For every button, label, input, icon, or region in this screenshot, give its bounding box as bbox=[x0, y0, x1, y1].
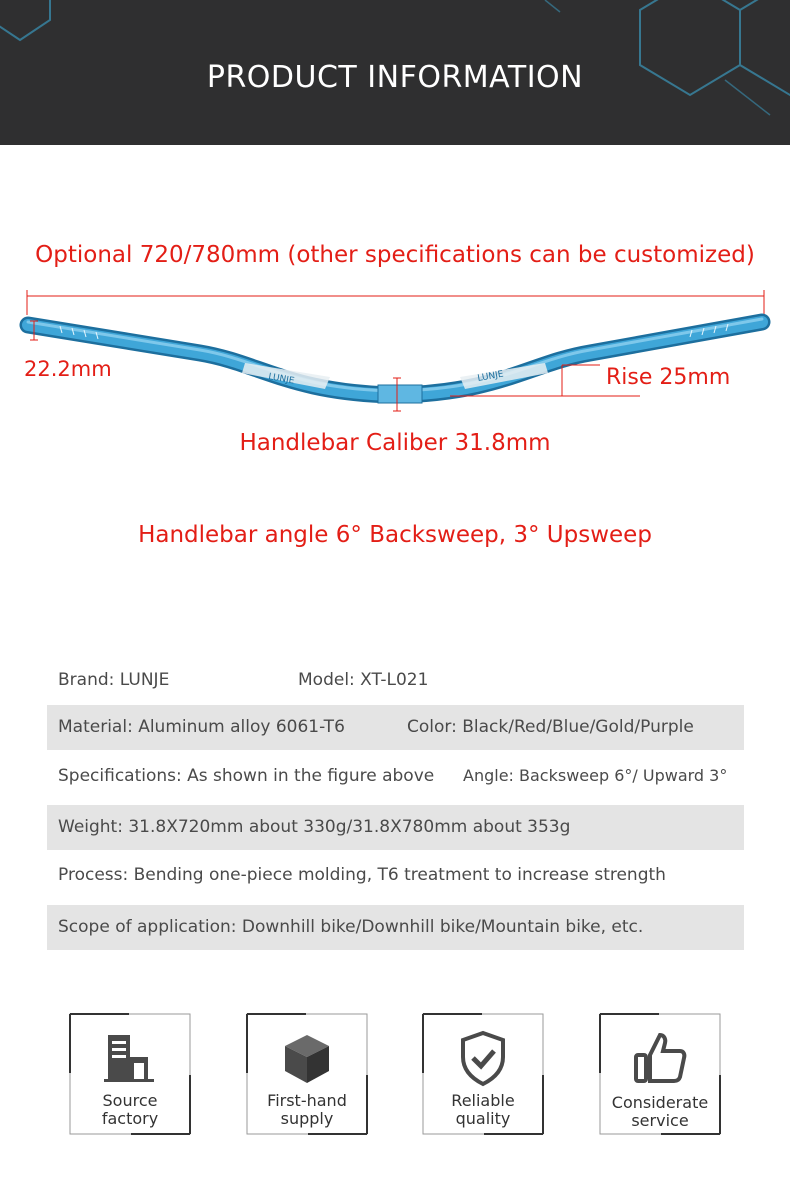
caliber-annotation: Handlebar Caliber 31.8mm bbox=[239, 430, 551, 456]
feature-label-line1: First-hand bbox=[267, 1091, 347, 1110]
feature-label-line2: supply bbox=[280, 1109, 334, 1128]
spec-process: Process: Bending one-piece molding, T6 treatment to increase strength bbox=[58, 865, 666, 885]
feature-label-line2: factory bbox=[101, 1109, 159, 1128]
feature-label-line2: service bbox=[631, 1111, 689, 1130]
feature-first-hand-supply bbox=[246, 1013, 368, 1135]
bar-logo-left: LUNJE bbox=[267, 372, 296, 387]
cube-icon bbox=[277, 1029, 337, 1087]
spec-row-specifications bbox=[47, 754, 744, 799]
angle-annotation: Handlebar angle 6° Backsweep, 3° Upsweep bbox=[138, 522, 652, 548]
handlebar-image bbox=[0, 285, 790, 425]
shield-check-icon bbox=[453, 1029, 513, 1087]
feature-label-line2: quality bbox=[455, 1109, 511, 1128]
feature-source-factory bbox=[69, 1013, 191, 1135]
length-dimension-line bbox=[27, 290, 764, 315]
spec-row-weight bbox=[47, 805, 744, 850]
length-annotation: Optional 720/780mm (other specifications can be customized) bbox=[35, 242, 755, 268]
spec-row-scope bbox=[47, 905, 744, 950]
spec-model: Model: XT-L021 bbox=[298, 670, 429, 690]
spec-scope: Scope of application: Downhill bike/Downhill bike/Mountain bike, etc. bbox=[58, 917, 644, 937]
feature-considerate-service bbox=[599, 1013, 721, 1135]
spec-specifications: Specifications: As shown in the figure above bbox=[58, 766, 435, 786]
header-banner bbox=[0, 0, 790, 145]
feature-label-line1: Considerate bbox=[611, 1093, 709, 1112]
spec-row-material bbox=[47, 705, 744, 750]
feature-label-line1: Reliable bbox=[451, 1091, 515, 1110]
bar-logo-right: LUNJE bbox=[476, 369, 505, 384]
spec-color: Color: Black/Red/Blue/Gold/Purple bbox=[407, 717, 694, 737]
feature-label-line1: Source bbox=[102, 1091, 158, 1110]
spec-material: Material: Aluminum alloy 6061-T6 bbox=[58, 717, 345, 737]
factory-icon bbox=[100, 1029, 160, 1087]
spec-weight: Weight: 31.8X720mm about 330g/31.8X780mm about 353g bbox=[58, 817, 571, 837]
spec-row-brand bbox=[47, 658, 744, 703]
spec-row-process bbox=[47, 853, 744, 898]
rise-annotation: Rise 25mm bbox=[606, 365, 731, 390]
diameter-annotation: 22.2mm bbox=[24, 357, 112, 381]
spec-angle: Angle: Backsweep 6°/ Upward 3° bbox=[463, 766, 728, 785]
feature-reliable-quality bbox=[422, 1013, 544, 1135]
page-title: PRODUCT INFORMATION bbox=[206, 60, 584, 95]
spec-brand: Brand: LUNJE bbox=[58, 670, 170, 690]
thumbs-up-icon bbox=[630, 1029, 690, 1087]
